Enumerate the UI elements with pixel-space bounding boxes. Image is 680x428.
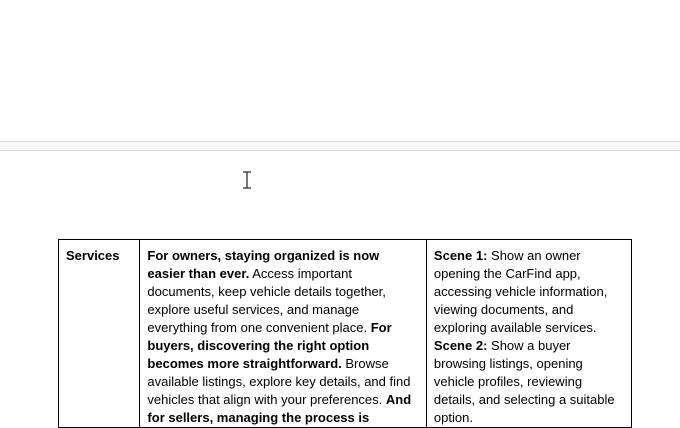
buyers-heading: For buyers, discovering the right option becomes more straightforward. [147,320,392,371]
page-break [0,141,680,151]
scene-1-label: Scene 1: [433,248,488,263]
sellers-heading: And for sellers, managing the process is [147,392,412,425]
description-cell[interactable] [140,240,427,428]
owners-text: Access important documents, keep vehicle details together, explore useful services, and manage everything from one convenient place. [147,266,386,335]
buyers-text: Browse available listings, explore key details, and find vehicles that align with your preferences. [147,356,411,407]
row-label: Services [66,248,120,263]
document-page-upper[interactable] [0,0,680,141]
scene-2-label: Scene 2: [433,338,488,353]
owners-heading: For owners, staying organized is now easier than ever. [147,248,380,281]
table-row [59,240,632,428]
scene-1-text: Show an owner opening the CarFind app, accessing vehicle information, viewing documents, and exploring available services. [433,248,608,335]
scene-2-text: Show a buyer browsing listings, opening vehicle profiles, reviewing details, and selecting a suitable option. [433,338,615,425]
text-cursor-icon [240,170,254,190]
scenes-cell[interactable] [426,240,631,428]
services-table [58,239,632,428]
row-label-cell[interactable] [59,240,140,428]
